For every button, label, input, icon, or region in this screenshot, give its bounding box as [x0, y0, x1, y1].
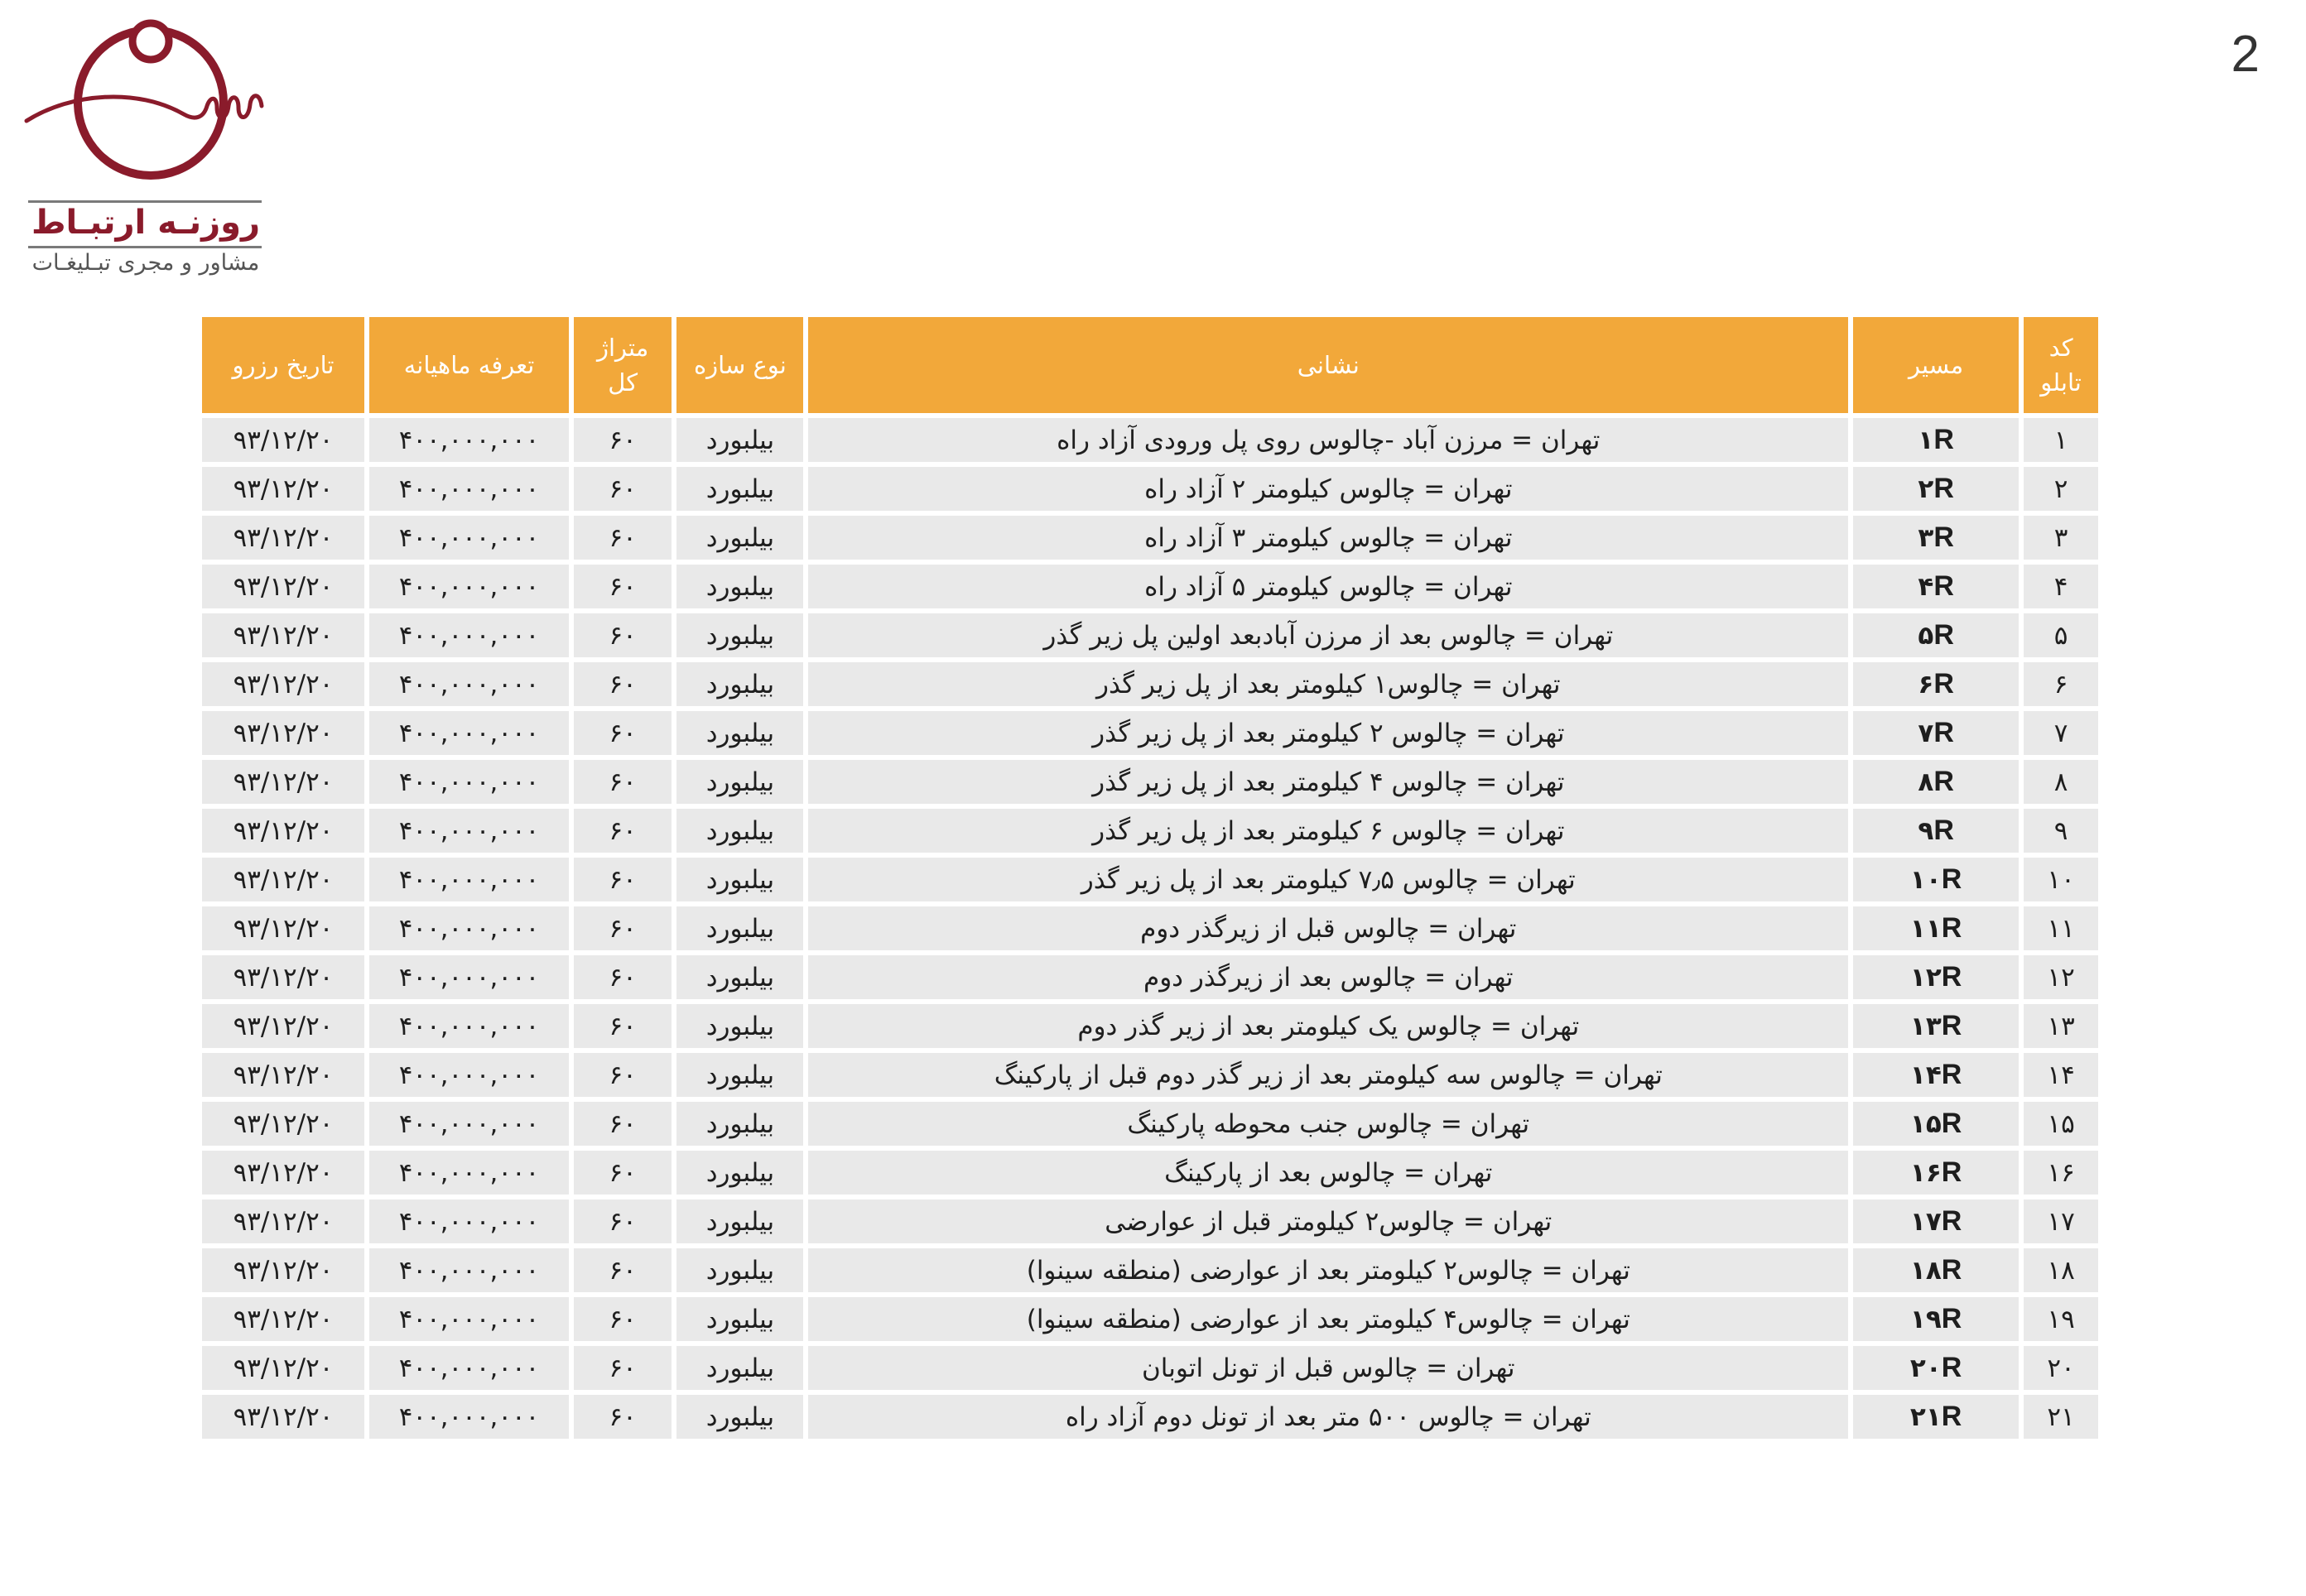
cell-structure-type: بیلبورد: [676, 711, 803, 755]
header-reservation-date: تاریخ رزرو: [202, 317, 364, 413]
cell-total-area: ۶۰: [574, 516, 672, 560]
cell-structure-type: بیلبورد: [676, 1297, 803, 1341]
route-code-number: ۱۵: [1909, 1109, 1942, 1139]
cell-route-code: [1853, 1053, 2019, 1097]
cell-board-number: ۳: [2024, 516, 2098, 560]
route-code-prefix: R: [1933, 570, 1954, 602]
route-code-prefix: R: [1933, 717, 1954, 748]
cell-reservation-date: ۹۳/۱۲/۲۰: [202, 711, 364, 755]
route-code-number: ۱۲: [1909, 963, 1942, 993]
cell-address: تهران = چالوس ۷٫۵ کیلومتر بعد از پل زیر گذر: [808, 858, 1848, 901]
cell-monthly-rate: ۴۰۰,۰۰۰,۰۰۰: [369, 955, 569, 999]
cell-reservation-date: ۹۳/۱۲/۲۰: [202, 467, 364, 511]
cell-route-code: [1853, 1151, 2019, 1195]
cell-address: تهران = چالوس۲ کیلومتر بعد از عوارضی (منطقه سینوا): [808, 1248, 1848, 1292]
route-code-number: ۶: [1918, 670, 1934, 699]
cell-monthly-rate: ۴۰۰,۰۰۰,۰۰۰: [369, 906, 569, 950]
cell-total-area: ۶۰: [574, 1151, 672, 1195]
cell-structure-type: بیلبورد: [676, 955, 803, 999]
cell-route-code: [1853, 467, 2019, 511]
route-code-prefix: R: [1941, 1059, 1962, 1090]
table-row: [202, 418, 2098, 462]
cell-board-number: ۱۰: [2024, 858, 2098, 901]
cell-address: تهران = چالوس سه کیلومتر بعد از زیر گذر دوم قبل از پارکینگ: [808, 1053, 1848, 1097]
cell-monthly-rate: ۴۰۰,۰۰۰,۰۰۰: [369, 711, 569, 755]
cell-board-number: ۹: [2024, 809, 2098, 853]
route-code-number: ۴: [1918, 572, 1934, 602]
cell-reservation-date: ۹۳/۱۲/۲۰: [202, 1053, 364, 1097]
route-code-number: ۸: [1918, 767, 1934, 797]
table-row: [202, 1053, 2098, 1097]
route-code-number: ۱۳: [1909, 1012, 1942, 1041]
route-code-prefix: R: [1933, 815, 1954, 846]
route-code-number: ۱۷: [1909, 1207, 1942, 1237]
cell-total-area: ۶۰: [574, 955, 672, 999]
cell-route-code: [1853, 1395, 2019, 1439]
cell-monthly-rate: ۴۰۰,۰۰۰,۰۰۰: [369, 1297, 569, 1341]
logo-divider: [28, 246, 262, 248]
cell-board-number: ۸: [2024, 760, 2098, 804]
cell-total-area: ۶۰: [574, 467, 672, 511]
cell-reservation-date: ۹۳/۱۲/۲۰: [202, 662, 364, 706]
route-code-number: ۱: [1918, 425, 1934, 455]
cell-total-area: ۶۰: [574, 809, 672, 853]
cell-total-area: ۶۰: [574, 565, 672, 608]
cell-route-code: [1853, 711, 2019, 755]
cell-board-number: ۴: [2024, 565, 2098, 608]
cell-monthly-rate: ۴۰۰,۰۰۰,۰۰۰: [369, 418, 569, 462]
cell-total-area: ۶۰: [574, 1053, 672, 1097]
table-row: [202, 955, 2098, 999]
table-row: [202, 1395, 2098, 1439]
route-code-prefix: R: [1941, 1352, 1962, 1383]
cell-address: تهران = مرزن آباد -چالوس روی پل ورودی آزاد راه: [808, 418, 1848, 462]
cell-route-code: [1853, 1004, 2019, 1048]
logo-name: روزنـه ارتبـاط: [31, 204, 261, 242]
cell-structure-type: بیلبورد: [676, 760, 803, 804]
table-row: [202, 1004, 2098, 1048]
cell-structure-type: بیلبورد: [676, 1248, 803, 1292]
logo-emblem-icon: [22, 17, 270, 200]
cell-address: تهران = چالوس جنب محوطه پارکینگ: [808, 1102, 1848, 1146]
cell-total-area: ۶۰: [574, 1248, 672, 1292]
route-code-prefix: R: [1933, 766, 1954, 797]
cell-board-number: ۶: [2024, 662, 2098, 706]
cell-board-number: ۱۹: [2024, 1297, 2098, 1341]
cell-monthly-rate: ۴۰۰,۰۰۰,۰۰۰: [369, 1053, 569, 1097]
table-row: [202, 613, 2098, 657]
cell-address: تهران = چالوس کیلومتر ۲ آزاد راه: [808, 467, 1848, 511]
cell-total-area: ۶۰: [574, 1199, 672, 1243]
cell-monthly-rate: ۴۰۰,۰۰۰,۰۰۰: [369, 613, 569, 657]
cell-reservation-date: ۹۳/۱۲/۲۰: [202, 760, 364, 804]
cell-monthly-rate: ۴۰۰,۰۰۰,۰۰۰: [369, 858, 569, 901]
header-board-code: کد تابلو: [2024, 317, 2098, 413]
cell-reservation-date: ۹۳/۱۲/۲۰: [202, 906, 364, 950]
table-row: [202, 760, 2098, 804]
route-code-prefix: R: [1941, 863, 1962, 895]
cell-structure-type: بیلبورد: [676, 565, 803, 608]
header-route: مسیر: [1853, 317, 2019, 413]
route-code-prefix: R: [1941, 1254, 1962, 1286]
cell-address: تهران = چالوس بعد از مرزن آبادبعد اولین پل زیر گذر: [808, 613, 1848, 657]
cell-monthly-rate: ۴۰۰,۰۰۰,۰۰۰: [369, 809, 569, 853]
header-total-area: متراژ کل: [574, 317, 672, 413]
table-row: [202, 1102, 2098, 1146]
route-code-number: ۹: [1918, 816, 1934, 846]
cell-route-code: [1853, 955, 2019, 999]
cell-reservation-date: ۹۳/۱۲/۲۰: [202, 1199, 364, 1243]
route-code-number: ۲: [1918, 474, 1934, 504]
cell-reservation-date: ۹۳/۱۲/۲۰: [202, 1004, 364, 1048]
cell-route-code: [1853, 760, 2019, 804]
cell-reservation-date: ۹۳/۱۲/۲۰: [202, 418, 364, 462]
cell-board-number: ۱۸: [2024, 1248, 2098, 1292]
route-code-number: ۵: [1918, 621, 1934, 651]
route-code-number: ۲۰: [1909, 1353, 1942, 1383]
route-code-number: ۱۱: [1909, 914, 1942, 944]
cell-reservation-date: ۹۳/۱۲/۲۰: [202, 1297, 364, 1341]
table-row: [202, 858, 2098, 901]
header-structure-type: نوع سازه: [676, 317, 803, 413]
route-code-number: ۱۴: [1909, 1060, 1942, 1090]
cell-reservation-date: ۹۳/۱۲/۲۰: [202, 613, 364, 657]
cell-address: تهران = چالوس۱ کیلومتر بعد از پل زیر گذر: [808, 662, 1848, 706]
header-monthly-rate: تعرفه ماهیانه: [369, 317, 569, 413]
route-code-prefix: R: [1933, 522, 1954, 553]
cell-route-code: [1853, 809, 2019, 853]
cell-structure-type: بیلبورد: [676, 858, 803, 901]
cell-total-area: ۶۰: [574, 711, 672, 755]
table-row: [202, 1248, 2098, 1292]
cell-board-number: ۱: [2024, 418, 2098, 462]
cell-total-area: ۶۰: [574, 1004, 672, 1048]
table-row: [202, 809, 2098, 853]
cell-total-area: ۶۰: [574, 613, 672, 657]
route-code-number: ۷: [1918, 719, 1934, 748]
cell-total-area: ۶۰: [574, 1346, 672, 1390]
logo-divider: [28, 200, 262, 203]
cell-structure-type: بیلبورد: [676, 1346, 803, 1390]
cell-board-number: ۱۲: [2024, 955, 2098, 999]
cell-board-number: ۱۶: [2024, 1151, 2098, 1195]
cell-monthly-rate: ۴۰۰,۰۰۰,۰۰۰: [369, 1004, 569, 1048]
cell-address: تهران = چالوس۴ کیلومتر بعد از عوارضی (منطقه سینوا): [808, 1297, 1848, 1341]
cell-route-code: [1853, 418, 2019, 462]
cell-route-code: [1853, 662, 2019, 706]
cell-address: تهران = چالوس ۴ کیلومتر بعد از پل زیر گذر: [808, 760, 1848, 804]
route-code-number: ۱۹: [1909, 1305, 1942, 1334]
cell-board-number: ۲۰: [2024, 1346, 2098, 1390]
cell-route-code: [1853, 1102, 2019, 1146]
cell-structure-type: بیلبورد: [676, 516, 803, 560]
cell-board-number: ۵: [2024, 613, 2098, 657]
cell-structure-type: بیلبورد: [676, 1004, 803, 1048]
cell-reservation-date: ۹۳/۱۲/۲۰: [202, 809, 364, 853]
cell-board-number: ۷: [2024, 711, 2098, 755]
route-code-prefix: R: [1941, 1303, 1962, 1334]
cell-monthly-rate: ۴۰۰,۰۰۰,۰۰۰: [369, 1102, 569, 1146]
table-row: [202, 565, 2098, 608]
cell-route-code: [1853, 516, 2019, 560]
cell-total-area: ۶۰: [574, 662, 672, 706]
route-code-number: ۲۱: [1909, 1402, 1942, 1432]
cell-total-area: ۶۰: [574, 1395, 672, 1439]
cell-address: تهران = چالوس۲ کیلومتر قبل از عوارضی: [808, 1199, 1848, 1243]
cell-route-code: [1853, 565, 2019, 608]
cell-reservation-date: ۹۳/۱۲/۲۰: [202, 565, 364, 608]
cell-address: تهران = چالوس بعد از پارکینگ: [808, 1151, 1848, 1195]
cell-reservation-date: ۹۳/۱۲/۲۰: [202, 858, 364, 901]
cell-total-area: ۶۰: [574, 760, 672, 804]
cell-monthly-rate: ۴۰۰,۰۰۰,۰۰۰: [369, 1346, 569, 1390]
cell-structure-type: بیلبورد: [676, 1395, 803, 1439]
cell-total-area: ۶۰: [574, 906, 672, 950]
route-code-prefix: R: [1933, 619, 1954, 651]
cell-reservation-date: ۹۳/۱۲/۲۰: [202, 1151, 364, 1195]
cell-address: تهران = چالوس قبل از زیرگذر دوم: [808, 906, 1848, 950]
billboard-table: [197, 312, 2103, 1444]
table-row: [202, 1297, 2098, 1341]
cell-total-area: ۶۰: [574, 418, 672, 462]
company-logo: [22, 17, 270, 281]
cell-monthly-rate: ۴۰۰,۰۰۰,۰۰۰: [369, 467, 569, 511]
cell-structure-type: بیلبورد: [676, 1102, 803, 1146]
table-row: [202, 1199, 2098, 1243]
cell-structure-type: بیلبورد: [676, 1199, 803, 1243]
route-code-prefix: R: [1941, 912, 1962, 944]
cell-monthly-rate: ۴۰۰,۰۰۰,۰۰۰: [369, 760, 569, 804]
cell-structure-type: بیلبورد: [676, 1151, 803, 1195]
route-code-number: ۳: [1918, 523, 1934, 553]
route-code-number: ۱۸: [1909, 1256, 1942, 1286]
cell-board-number: ۲: [2024, 467, 2098, 511]
route-code-prefix: R: [1941, 1108, 1962, 1139]
route-code-prefix: R: [1933, 668, 1954, 699]
cell-route-code: [1853, 1346, 2019, 1390]
cell-board-number: ۱۳: [2024, 1004, 2098, 1048]
cell-structure-type: بیلبورد: [676, 662, 803, 706]
cell-route-code: [1853, 1199, 2019, 1243]
cell-reservation-date: ۹۳/۱۲/۲۰: [202, 516, 364, 560]
cell-structure-type: بیلبورد: [676, 1053, 803, 1097]
cell-address: تهران = چالوس بعد از زیرگذر دوم: [808, 955, 1848, 999]
table-row: [202, 662, 2098, 706]
table-body: [202, 418, 2098, 1439]
cell-reservation-date: ۹۳/۱۲/۲۰: [202, 1395, 364, 1439]
cell-structure-type: بیلبورد: [676, 809, 803, 853]
table-row: [202, 906, 2098, 950]
route-code-number: ۱۰: [1909, 865, 1942, 895]
cell-route-code: [1853, 1297, 2019, 1341]
cell-monthly-rate: ۴۰۰,۰۰۰,۰۰۰: [369, 1395, 569, 1439]
route-code-prefix: R: [1941, 1010, 1962, 1041]
cell-route-code: [1853, 858, 2019, 901]
route-code-prefix: R: [1933, 424, 1954, 455]
cell-address: تهران = چالوس قبل از تونل اتوبان: [808, 1346, 1848, 1390]
cell-structure-type: بیلبورد: [676, 418, 803, 462]
cell-board-number: ۱۵: [2024, 1102, 2098, 1146]
header-address: نشانی: [808, 317, 1848, 413]
cell-reservation-date: ۹۳/۱۲/۲۰: [202, 1102, 364, 1146]
table-row: [202, 467, 2098, 511]
cell-address: تهران = چالوس کیلومتر ۵ آزاد راه: [808, 565, 1848, 608]
table-row: [202, 711, 2098, 755]
cell-reservation-date: ۹۳/۱۲/۲۰: [202, 955, 364, 999]
route-code-prefix: R: [1941, 1401, 1962, 1432]
cell-monthly-rate: ۴۰۰,۰۰۰,۰۰۰: [369, 662, 569, 706]
route-code-prefix: R: [1941, 961, 1962, 993]
billboard-table-container: [197, 312, 2103, 1444]
cell-route-code: [1853, 906, 2019, 950]
cell-route-code: [1853, 1248, 2019, 1292]
cell-monthly-rate: ۴۰۰,۰۰۰,۰۰۰: [369, 1199, 569, 1243]
cell-monthly-rate: ۴۰۰,۰۰۰,۰۰۰: [369, 516, 569, 560]
logo-tagline: مشاور و مجری تبـلیغـات: [31, 250, 260, 276]
cell-board-number: ۱۷: [2024, 1199, 2098, 1243]
cell-structure-type: بیلبورد: [676, 906, 803, 950]
cell-reservation-date: ۹۳/۱۲/۲۰: [202, 1248, 364, 1292]
table-row: [202, 516, 2098, 560]
cell-board-number: ۱۴: [2024, 1053, 2098, 1097]
route-code-prefix: R: [1933, 473, 1954, 504]
cell-structure-type: بیلبورد: [676, 467, 803, 511]
cell-address: تهران = چالوس ۲ کیلومتر بعد از پل زیر گذر: [808, 711, 1848, 755]
cell-address: تهران = چالوس ۶ کیلومتر بعد از پل زیر گذر: [808, 809, 1848, 853]
cell-monthly-rate: ۴۰۰,۰۰۰,۰۰۰: [369, 1151, 569, 1195]
cell-structure-type: بیلبورد: [676, 613, 803, 657]
table-header-row: [202, 317, 2098, 413]
cell-address: تهران = چالوس ۵۰۰ متر بعد از تونل دوم آزاد راه: [808, 1395, 1848, 1439]
route-code-number: ۱۶: [1909, 1158, 1942, 1188]
cell-total-area: ۶۰: [574, 858, 672, 901]
cell-monthly-rate: ۴۰۰,۰۰۰,۰۰۰: [369, 1248, 569, 1292]
table-row: [202, 1346, 2098, 1390]
cell-total-area: ۶۰: [574, 1102, 672, 1146]
cell-reservation-date: ۹۳/۱۲/۲۰: [202, 1346, 364, 1390]
page-number: 2: [2231, 26, 2260, 83]
cell-address: تهران = چالوس کیلومتر ۳ آزاد راه: [808, 516, 1848, 560]
cell-board-number: ۱۱: [2024, 906, 2098, 950]
cell-board-number: ۲۱: [2024, 1395, 2098, 1439]
cell-route-code: [1853, 613, 2019, 657]
table-row: [202, 1151, 2098, 1195]
cell-total-area: ۶۰: [574, 1297, 672, 1341]
cell-address: تهران = چالوس یک کیلومتر بعد از زیر گذر دوم: [808, 1004, 1848, 1048]
route-code-prefix: R: [1941, 1205, 1962, 1237]
cell-monthly-rate: ۴۰۰,۰۰۰,۰۰۰: [369, 565, 569, 608]
route-code-prefix: R: [1941, 1156, 1962, 1188]
